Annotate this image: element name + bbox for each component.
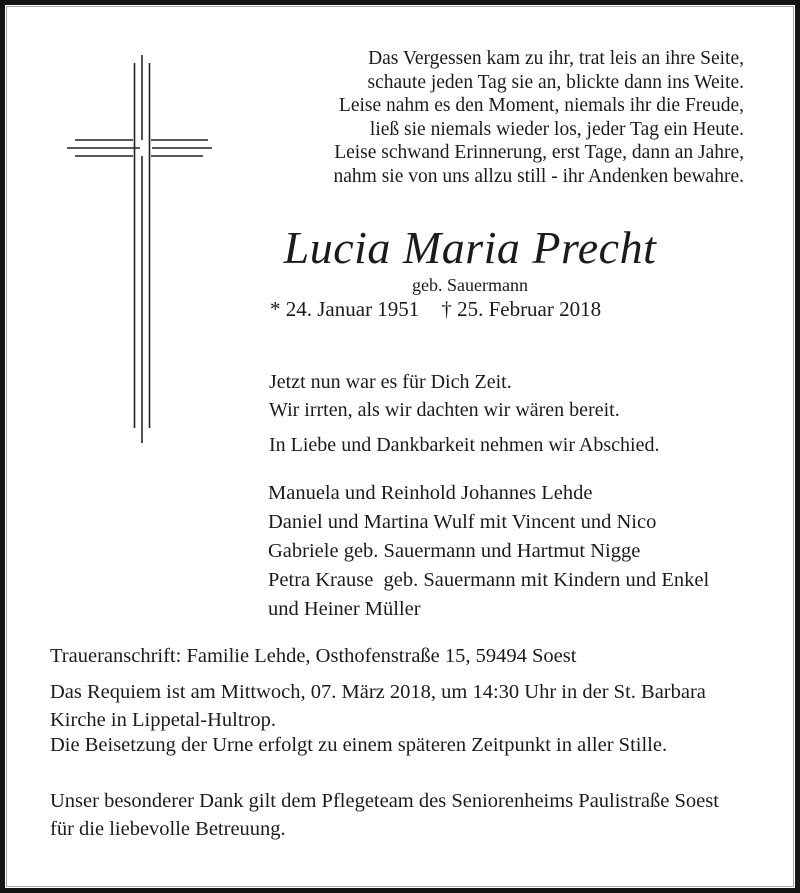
- poem-line: ließ sie niemals wieder los, jeder Tag ein Heute.: [369, 118, 744, 140]
- name-block: [258, 222, 682, 295]
- mourner-line: und Heiner Müller: [268, 598, 421, 620]
- maiden-name: geb. Sauermann: [412, 275, 528, 295]
- farewell-text: [269, 368, 620, 424]
- urn-burial-info: Die Beisetzung der Urne erfolgt zu einem späteren Zeitpunkt in aller Stille.: [50, 734, 668, 756]
- farewell-line: Jetzt nun war es für Dich Zeit.: [269, 371, 512, 393]
- life-dates: [270, 297, 601, 322]
- death-date: † 25. Februar 2018: [441, 297, 602, 321]
- abschied-line: In Liebe und Dankbarkeit nehmen wir Abschied.: [269, 434, 660, 456]
- farewell-line: Wir irrten, als wir dachten wir wären bereit.: [269, 399, 620, 421]
- requiem-line: Das Requiem ist am Mittwoch, 07. März 2018, um 14:30 Uhr in der St. Barbara: [50, 681, 706, 703]
- memorial-poem: [274, 47, 744, 189]
- birth-date: * 24. Januar 1951: [270, 297, 420, 321]
- thanks-text: [50, 787, 719, 843]
- memorial-cross-icon: [0, 0, 260, 460]
- poem-line: Das Vergessen kam zu ihr, trat leis an ihre Seite,: [368, 48, 744, 69]
- thanks-line: für die liebevolle Betreuung.: [50, 818, 286, 840]
- poem-line: Leise schwand Erinnerung, erst Tage, dann an Jahre,: [334, 142, 744, 164]
- mourner-line: Daniel und Martina Wulf mit Vincent und Nico: [268, 511, 657, 533]
- requiem-line: Kirche in Lippetal-Hultrop.: [50, 708, 277, 731]
- mourners-list: [268, 479, 709, 624]
- poem-line: nahm sie von uns allzu still - ihr Andenken bewahre.: [333, 165, 744, 187]
- requiem-info: [50, 679, 706, 734]
- mourner-line: Gabriele geb. Sauermann und Hartmut Nigge: [268, 540, 641, 562]
- condolence-address: Traueranschrift: Familie Lehde, Osthofenstraße 15, 59494 Soest: [50, 645, 577, 667]
- poem-line: schaute jeden Tag sie an, blickte dann ins Weite.: [367, 71, 744, 93]
- mourner-line: Petra Krause geb. Sauermann mit Kindern und Enkel: [268, 569, 710, 591]
- poem-line: Leise nahm es den Moment, niemals ihr die Freude,: [338, 95, 744, 117]
- mourner-line: Manuela und Reinhold Johannes Lehde: [268, 482, 593, 504]
- deceased-name: Lucia Maria Precht: [283, 222, 657, 273]
- thanks-line: Unser besonderer Dank gilt dem Pflegeteam des Seniorenheims Paulistraße Soest: [50, 790, 719, 812]
